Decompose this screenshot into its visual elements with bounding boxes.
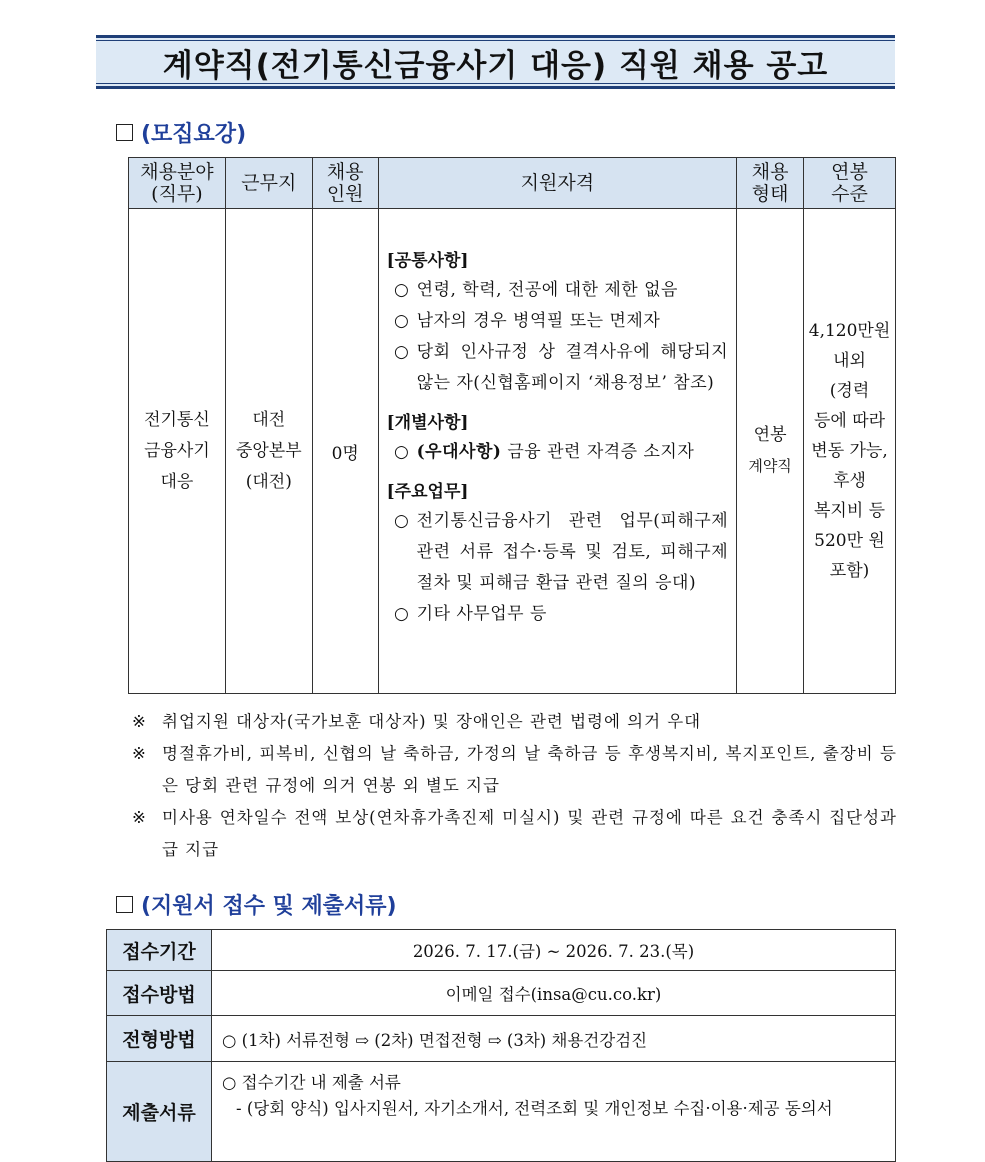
header-field-line1: 채용분야 <box>140 161 214 183</box>
salary-line: 후생 <box>833 471 866 491</box>
docs-label: 제출서류 <box>107 1062 212 1162</box>
table-row <box>107 1062 896 1162</box>
cell-headcount: 0명 <box>312 209 378 694</box>
list-item <box>387 437 728 468</box>
preference-label: (우대사항) <box>416 442 502 462</box>
common-item-text: 당회 인사규정 상 결격사유에 해당되지 않는 자(신협홈페이지 ‘채용정보’ 참조) <box>416 342 729 393</box>
notes-list <box>132 706 897 866</box>
list-item <box>132 706 897 738</box>
process-value: ○ (1차) 서류전형 ⇨ (2차) 면접전형 ⇨ (3차) 채용건강검진 <box>212 1016 896 1062</box>
header-salary-line2: 수준 <box>831 183 868 205</box>
note-text: 명절휴가비, 피복비, 신협의 날 축하금, 가정의 날 축하금 등 후생복지비, 복지포인트, 출장비 등은 당회 관련 규정에 의거 연봉 외 별도 지급 <box>162 744 897 795</box>
list-item <box>387 337 728 399</box>
circle-bullet-icon: ○ <box>393 511 410 531</box>
docs-line: - (당회 양식) 입사지원서, 자기소개서, 전력조회 및 개인정보 수집·이용·제공 동의서 <box>236 1099 833 1118</box>
common-title: [공통사항] <box>386 251 469 271</box>
preference-text: 금융 관련 자격증 소지자 <box>501 442 695 462</box>
circle-bullet-icon: ○ <box>393 442 410 462</box>
title-banner <box>96 35 895 89</box>
table-header-row <box>129 158 896 209</box>
header-type-line1: 채용 <box>751 161 789 183</box>
list-item <box>132 802 897 866</box>
header-salary <box>804 158 896 209</box>
docs-value <box>212 1062 896 1162</box>
duties-title: [주요업무] <box>386 482 469 502</box>
duty-item-text: 기타 사무업무 등 <box>416 604 547 624</box>
cell-field <box>129 209 226 694</box>
header-field-line2: (직무) <box>151 183 203 205</box>
square-bullet-icon <box>116 896 133 913</box>
salary-line: 포함) <box>829 561 870 581</box>
note-text: 취업지원 대상자(국가보훈 대상자) 및 장애인은 관련 법령에 의거 우대 <box>162 712 702 731</box>
header-headcount-line1: 채용 <box>326 161 364 183</box>
note-text: 미사용 연차일수 전액 보상(연차휴가촉진제 미실시) 및 관련 규정에 따른 요건 충족시 집단성과급 지급 <box>162 808 897 859</box>
table-row <box>107 971 896 1016</box>
salary-line: 4,120만원 <box>808 321 891 341</box>
list-item <box>132 738 897 802</box>
list-item <box>387 506 728 599</box>
individual-item <box>417 437 728 468</box>
field-line: 대응 <box>160 471 194 492</box>
location-line: 중앙본부 <box>235 440 302 461</box>
page-title: 계약직(전기통신금융사기 대응) 직원 채용 공고 <box>162 47 829 84</box>
circle-bullet-icon: ○ <box>393 311 410 331</box>
table-row <box>107 930 896 971</box>
salary-line: 520만 원 <box>814 531 885 551</box>
period-value: 2026. 7. 17.(금) ~ 2026. 7. 23.(목) <box>212 930 896 971</box>
list-item <box>387 306 728 337</box>
period-label: 접수기간 <box>107 930 212 971</box>
section-heading-recruitment <box>116 117 246 148</box>
salary-line: 복지비 등 <box>813 501 886 521</box>
table-row <box>107 1016 896 1062</box>
individual-title: [개별사항] <box>386 413 469 433</box>
list-item <box>387 599 728 630</box>
reference-mark-icon: ※ <box>132 744 147 763</box>
common-item-text: 남자의 경우 병역필 또는 면제자 <box>416 311 661 331</box>
duty-item-text: 전기통신금융사기 관련 업무(피해구제 관련 서류 접수·등록 및 검토, 피해구제 절차 및 피해금 환급 관련 질의 응대) <box>416 511 729 593</box>
cell-type <box>737 209 804 694</box>
salary-line: (경력 <box>829 381 870 401</box>
cell-qualification <box>378 209 736 694</box>
header-type <box>737 158 804 209</box>
salary-line: 내외 <box>833 351 866 371</box>
type-line: 연봉 <box>753 425 787 445</box>
method-value: 이메일 접수(insa@cu.co.kr) <box>212 971 896 1016</box>
header-salary-line1: 연봉 <box>831 161 868 183</box>
section-heading-text: (지원서 접수 및 제출서류) <box>141 894 397 919</box>
cell-salary <box>804 209 896 694</box>
process-label: 전형방법 <box>107 1016 212 1062</box>
field-line: 금융사기 <box>144 440 210 461</box>
reference-mark-icon: ※ <box>132 808 147 827</box>
cell-location <box>225 209 312 694</box>
header-headcount-line2: 인원 <box>326 183 364 205</box>
circle-bullet-icon: ○ <box>393 604 410 624</box>
location-line: (대전) <box>245 471 292 492</box>
square-bullet-icon <box>116 124 133 141</box>
list-item <box>387 275 728 306</box>
header-location: 근무지 <box>225 158 312 209</box>
table-row <box>129 209 896 694</box>
method-label: 접수방법 <box>107 971 212 1016</box>
field-line: 전기통신 <box>144 409 210 430</box>
recruitment-table <box>128 157 896 694</box>
salary-line: 등에 따라 <box>813 411 886 431</box>
header-qualification: 지원자격 <box>378 158 736 209</box>
section-heading-text: (모집요강) <box>141 122 247 147</box>
docs-line: ○ 접수기간 내 제출 서류 <box>222 1073 401 1092</box>
application-table <box>106 929 896 1162</box>
header-type-line2: 형태 <box>751 183 789 205</box>
common-item-text: 연령, 학력, 전공에 대한 제한 없음 <box>416 280 678 300</box>
circle-bullet-icon: ○ <box>393 280 410 300</box>
salary-line: 변동 가능, <box>811 441 888 461</box>
type-line: 계약직 <box>748 457 792 475</box>
header-field <box>129 158 226 209</box>
reference-mark-icon: ※ <box>132 712 147 731</box>
location-line: 대전 <box>252 409 286 430</box>
circle-bullet-icon: ○ <box>393 342 410 362</box>
header-headcount <box>312 158 378 209</box>
section-heading-application <box>116 889 397 920</box>
